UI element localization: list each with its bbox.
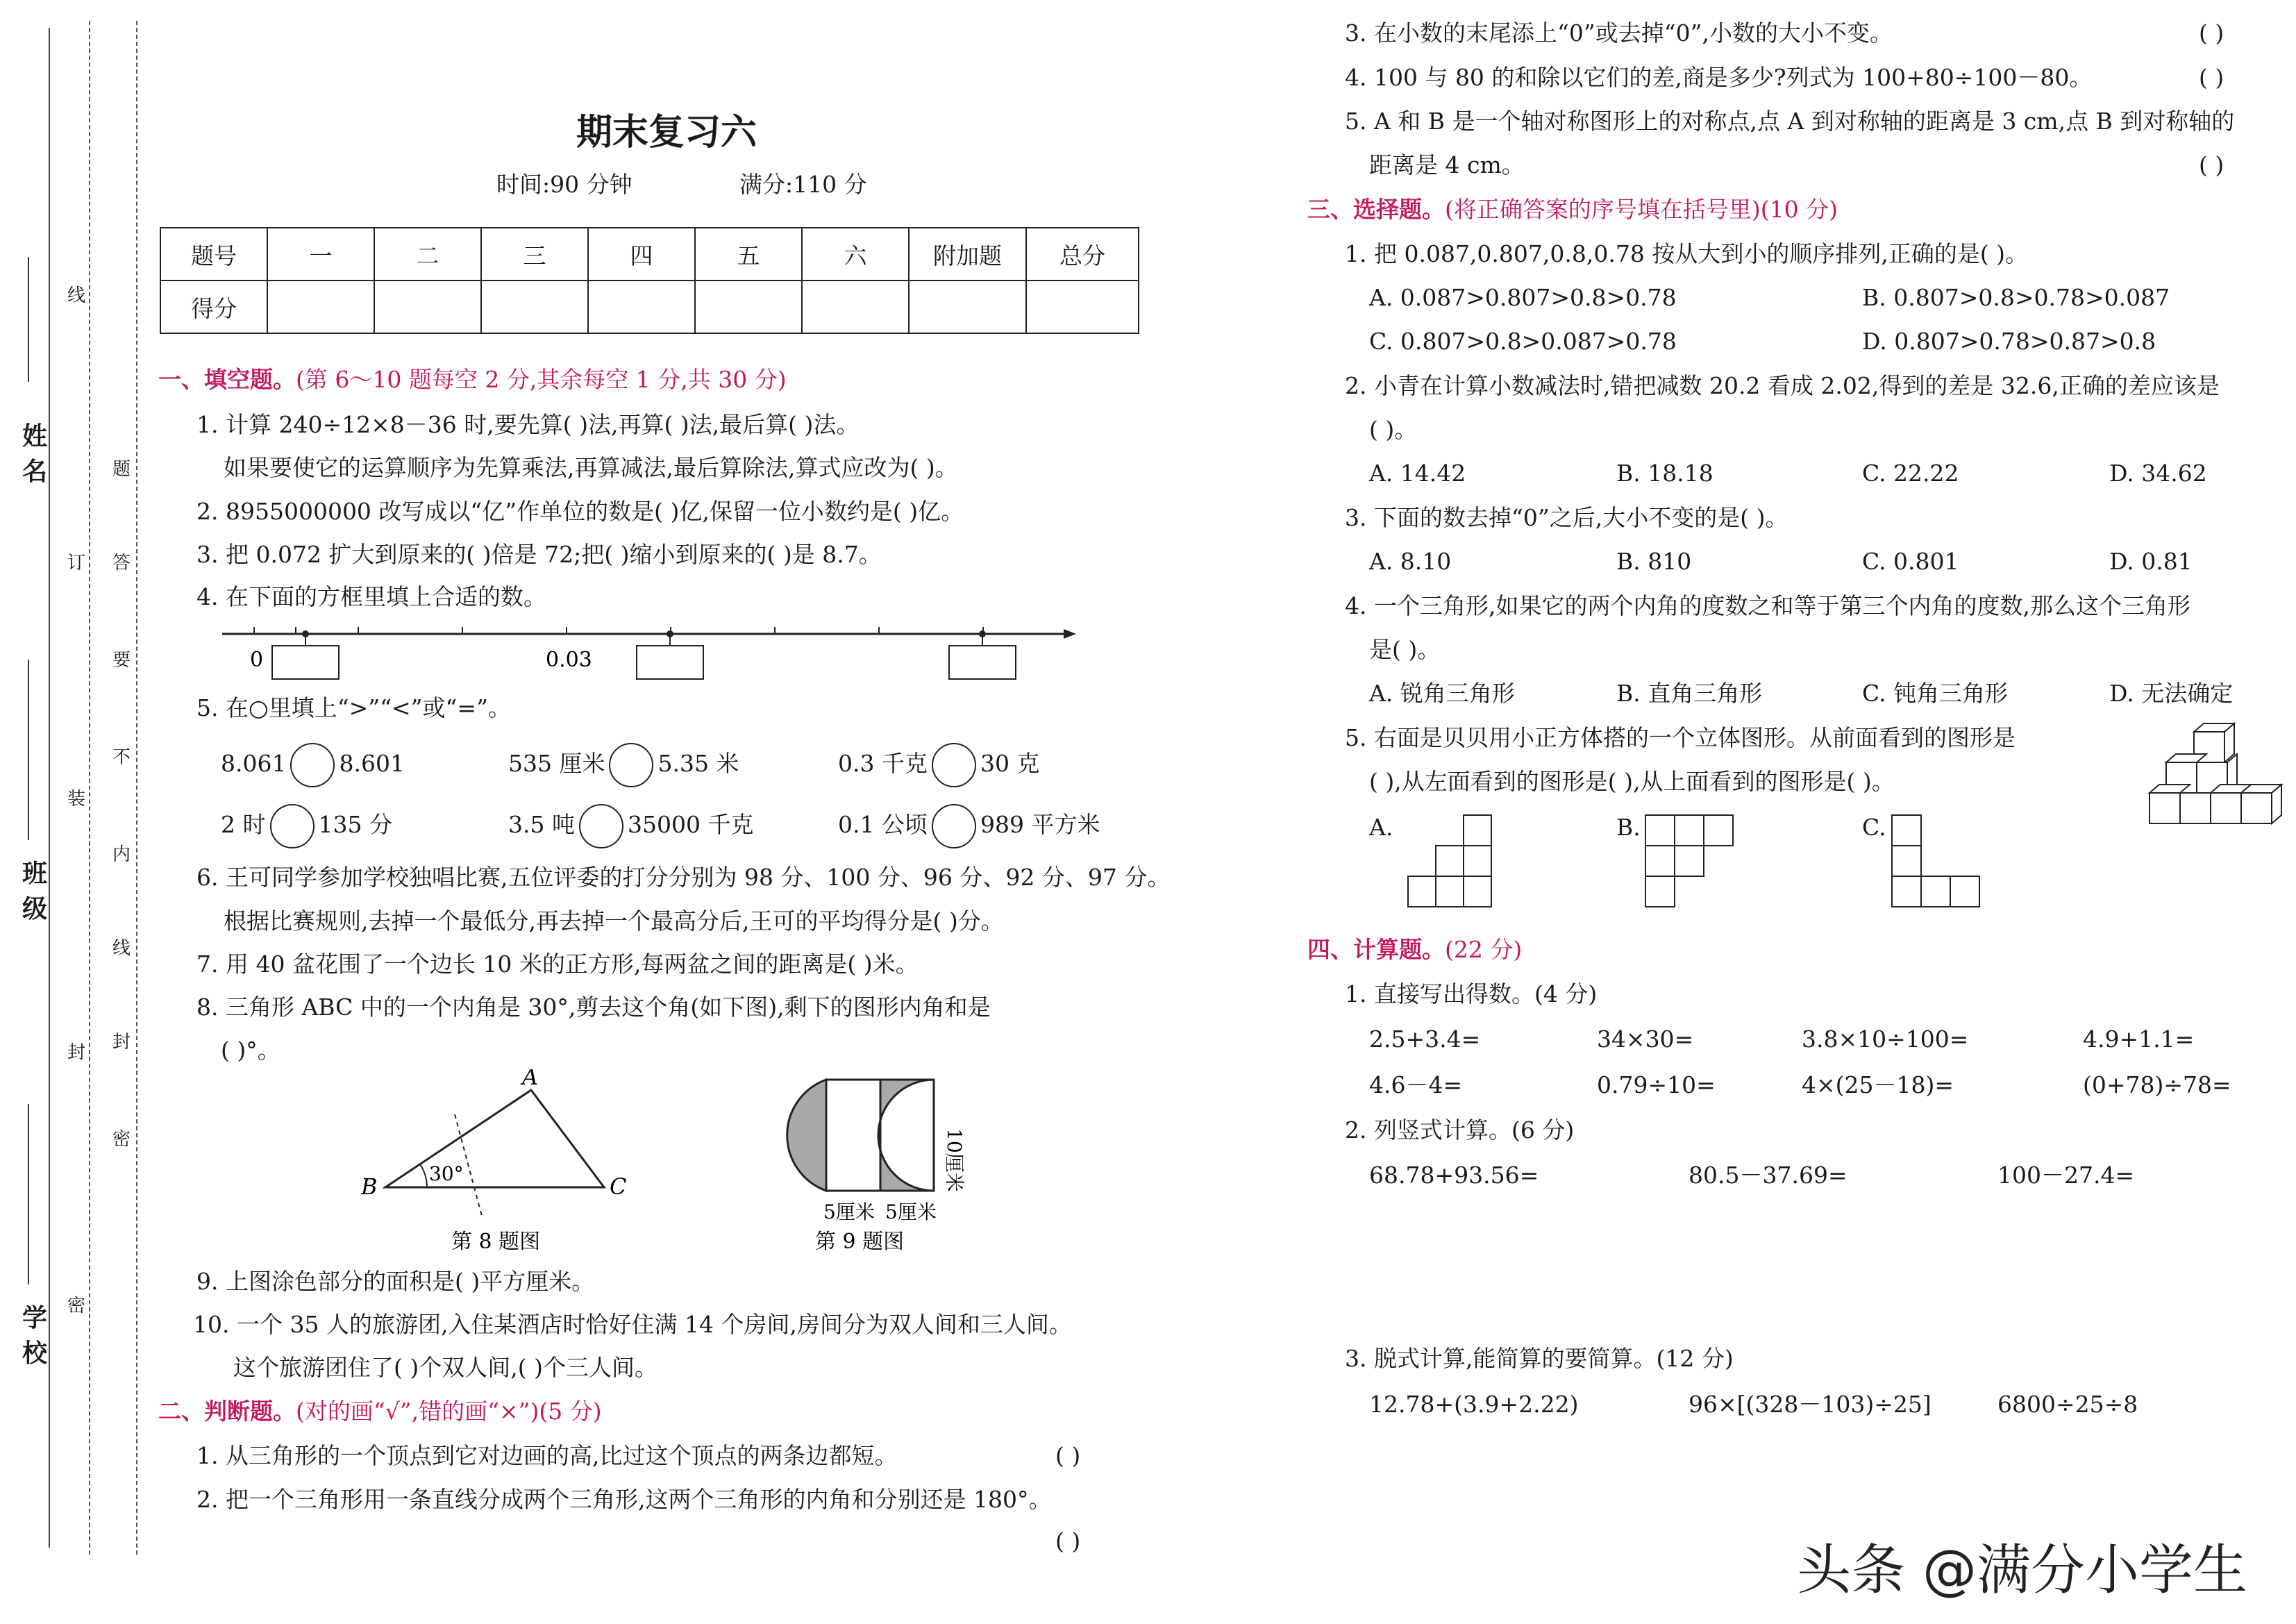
score-head-1: 一: [267, 228, 374, 281]
score-row-label: 得分: [160, 281, 267, 333]
seal-outer-xian: 线: [67, 285, 85, 306]
compare-left: 8.061: [221, 750, 287, 777]
q1-5: 5. 在○里填上“>”“<”或“=”。: [196, 694, 511, 721]
section-1-title: 一、填空题。: [158, 366, 296, 393]
figure-9-shape: [771, 1073, 993, 1260]
score-cell[interactable]: [1026, 281, 1139, 333]
q3-5-opt-c-grid[interactable]: [1888, 812, 1982, 910]
compare-item-1: [221, 743, 405, 787]
section-2-heading: [158, 1398, 602, 1425]
score-head-5: 五: [695, 228, 802, 281]
seal-nei: 内: [112, 844, 131, 865]
figure-8-triangle: [361, 1069, 653, 1264]
q3-5-opt-b-grid[interactable]: [1642, 812, 1736, 910]
seal-xian: 线: [112, 938, 131, 959]
exam-time: 时间:90 分钟: [496, 171, 632, 198]
section-3-heading: [1307, 196, 1838, 224]
score-cell[interactable]: [588, 281, 695, 333]
q3-2-opt-d[interactable]: D. 34.62: [2109, 460, 2207, 487]
figure-8-caption: 第 8 题图: [451, 1230, 541, 1254]
seal-outer-ding: 订: [67, 553, 85, 574]
q1-6a: 6. 王可同学参加学校独唱比赛,五位评委的打分分别为 98 分、100 分、96 分、92 分、97 分。: [196, 864, 1171, 891]
width-label-2: 5厘米: [885, 1200, 937, 1223]
q3-3-opt-b[interactable]: B. 810: [1616, 548, 1692, 575]
watermark: 头条 @满分小学生: [1797, 1539, 2247, 1602]
compare-left: 3.5 吨: [508, 811, 575, 838]
q3-4b: 是( )。: [1369, 636, 1441, 663]
q4-1-item-8: (0+78)÷78=: [2083, 1071, 2231, 1098]
q3-5-opt-b-label: B.: [1616, 814, 1641, 841]
section-4-note: (22 分): [1445, 936, 1523, 963]
angle-arc: [420, 1164, 427, 1187]
compare-right: 989 平方米: [980, 811, 1100, 838]
section-1-note: (第 6～10 题每空 2 分,其余每空 1 分,共 30 分): [296, 366, 787, 393]
name-label: 姓名: [22, 421, 47, 486]
q3-1-opt-a[interactable]: A. 0.087>0.807>0.8>0.78: [1369, 284, 1677, 311]
compare-right: 135 分: [318, 811, 392, 838]
name-underline: [28, 257, 29, 382]
compare-right: 30 克: [980, 750, 1040, 777]
score-cell[interactable]: [374, 281, 481, 333]
compare-left: 0.1 公顷: [838, 811, 928, 838]
figure-9-caption: 第 9 题图: [815, 1230, 905, 1254]
vertex-a: A: [522, 1069, 539, 1090]
section-1-heading: [158, 366, 787, 394]
q3-3: 3. 下面的数去掉“0”之后,大小不变的是( )。: [1345, 504, 1788, 531]
q3-4-opt-d[interactable]: D. 无法确定: [2109, 680, 2234, 707]
q2-3: 3. 在小数的末尾添上“0”或去掉“0”,小数的大小不变。: [1345, 19, 1893, 47]
q3-4-opt-b[interactable]: B. 直角三角形: [1616, 680, 1763, 707]
q3-2-opt-b[interactable]: B. 18.18: [1616, 460, 1713, 487]
seal-bu: 不: [112, 747, 131, 768]
q4-2: 2. 列竖式计算。(6 分): [1345, 1116, 1575, 1144]
q1-8b: ( )°。: [221, 1037, 280, 1064]
q3-1-opt-d[interactable]: D. 0.807>0.78>0.87>0.8: [1862, 328, 2156, 355]
page-title: 期末复习六: [576, 111, 757, 153]
score-head-2: 二: [374, 228, 481, 281]
section-4-title: 四、计算题。: [1307, 936, 1445, 963]
q4-1-item-7: 4×(25－18)=: [1802, 1071, 1954, 1098]
score-head-label: 题号: [160, 228, 267, 281]
q4-1-item-3: 3.8×10÷100=: [1802, 1026, 1969, 1053]
q4-3: 3. 脱式计算,能简算的要简算。(12 分): [1345, 1345, 1734, 1372]
school-underline: [28, 1104, 29, 1284]
q2-2: 2. 把一个三角形用一条直线分成两个三角形,这两个三角形的内角和分别还是 180°。: [196, 1486, 1052, 1513]
score-cell[interactable]: [802, 281, 909, 333]
school-label: 学校: [22, 1303, 47, 1368]
q4-1-item-5: 4.6－4=: [1369, 1071, 1463, 1098]
q1-4: 4. 在下面的方框里填上合适的数。: [196, 583, 546, 610]
q2-4: 4. 100 与 80 的和除以它们的差,商是多少?列式为 100+80÷100－80。: [1345, 64, 2093, 91]
q1-8a: 8. 三角形 ABC 中的一个内角是 30°,剪去这个角(如下图),剩下的图形内角和是: [196, 994, 991, 1021]
compare-circle[interactable]: [270, 804, 315, 848]
q2-5b: 距离是 4 cm。: [1369, 151, 1525, 178]
q3-3-opt-d[interactable]: D. 0.81: [2109, 548, 2193, 575]
q3-2b: ( )。: [1369, 416, 1418, 443]
q4-3-item-3: 6800÷25÷8: [1997, 1391, 2138, 1418]
section-2-title: 二、判断题。: [158, 1398, 296, 1425]
compare-item-3: [838, 743, 1039, 787]
cube-stack: [2150, 723, 2281, 823]
class-label: 班级: [22, 859, 47, 923]
height-label: 10厘米: [943, 1128, 966, 1192]
q1-6b: 根据比赛规则,去掉一个最低分,再去掉一个最高分后,王可的平均得分是( )分。: [224, 907, 1004, 935]
compare-item-4: [221, 804, 392, 848]
q3-4a: 4. 一个三角形,如果它的两个内角的度数之和等于第三个内角的度数,那么这个三角形: [1345, 592, 2190, 619]
section-2-note: (对的画“√”,错的画“×”)(5 分): [296, 1398, 602, 1425]
compare-item-5: [508, 804, 753, 848]
binding-line-mid: [89, 21, 90, 1555]
number-line-box-3[interactable]: [949, 646, 1016, 679]
number-line-label-003: 0.03: [546, 648, 592, 672]
section-3-note: (将正确答案的序号填在括号里)(10 分): [1445, 196, 1838, 223]
cube-stack-figure: [2145, 722, 2284, 854]
q3-3-opt-a[interactable]: A. 8.10: [1369, 548, 1452, 575]
binding-line-inner: [136, 21, 137, 1555]
q1-10b: 这个旅游团住了( )个双人间,( )个三人间。: [233, 1354, 657, 1381]
width-label-1: 5厘米: [823, 1200, 875, 1223]
q3-1-opt-b[interactable]: B. 0.807>0.8>0.78>0.087: [1862, 284, 2170, 311]
score-head-6: 六: [802, 228, 909, 281]
q4-1-item-1: 2.5+3.4=: [1369, 1026, 1481, 1053]
triangle-abc: [385, 1090, 604, 1187]
q2-1-answer[interactable]: ( ): [1055, 1442, 1081, 1469]
q3-5a: 5. 右面是贝贝用小正方体搭的一个立体图形。从前面看到的图形是: [1345, 724, 2016, 751]
seal-yao: 要: [112, 650, 131, 671]
q3-3-opt-c[interactable]: C. 0.801: [1862, 548, 1959, 575]
q1-10a: 10. 一个 35 人的旅游团,入住某酒店时恰好住满 14 个房间,房间分为双人间和三人间。: [193, 1311, 1072, 1338]
q4-1-item-4: 4.9+1.1=: [2083, 1026, 2195, 1053]
score-head-3: 三: [481, 228, 588, 281]
q4-1-item-2: 34×30=: [1597, 1026, 1694, 1053]
q3-1-opt-c[interactable]: C. 0.807>0.8>0.087>0.78: [1369, 328, 1677, 355]
compare-right: 5.35 米: [657, 750, 739, 777]
q2-3-answer[interactable]: ( ): [2199, 19, 2224, 47]
compare-left: 0.3 千克: [838, 750, 928, 777]
compare-item-6: [838, 804, 1100, 848]
q2-5a: 5. A 和 B 是一个轴对称图形上的对称点,点 A 到对称轴的距离是 3 cm,点 B 到对称轴的: [1345, 108, 2235, 135]
compare-circle[interactable]: [290, 743, 335, 787]
q3-2-opt-a[interactable]: A. 14.42: [1369, 460, 1466, 487]
compare-circle[interactable]: [609, 743, 653, 787]
q3-5-opt-c-label: C.: [1862, 814, 1886, 841]
compare-circle[interactable]: [932, 743, 976, 787]
seal-ti: 题: [112, 459, 131, 480]
q3-4-opt-c[interactable]: C. 钝角三角形: [1862, 680, 2009, 707]
q3-2-opt-c[interactable]: C. 22.22: [1862, 460, 1959, 487]
number-line-box-1[interactable]: [272, 646, 339, 679]
compare-right: 35000 千克: [627, 811, 754, 838]
seal-outer-zhuang: 装: [67, 789, 85, 810]
compare-item-2: [508, 743, 739, 787]
class-underline: [28, 660, 29, 840]
score-cell[interactable]: [481, 281, 588, 333]
q2-2-answer[interactable]: ( ): [1055, 1527, 1081, 1555]
q3-5-opt-a-label: A.: [1369, 814, 1393, 841]
q3-5-opt-a-grid[interactable]: [1401, 812, 1495, 910]
q3-1: 1. 把 0.087,0.807,0.8,0.78 按从大到小的顺序排列,正确的是( )。: [1345, 240, 2029, 267]
q3-5b: ( ),从左面看到的图形是( ),从上面看到的图形是( )。: [1369, 768, 1895, 795]
q2-4-answer[interactable]: ( ): [2199, 64, 2224, 91]
angle-label: 30°: [429, 1162, 464, 1185]
number-line: [215, 614, 1083, 691]
compare-right: 8.601: [339, 750, 405, 777]
number-line-label-0: 0: [250, 648, 264, 672]
q1-2: 2. 8955000000 改写成以“亿”作单位的数是( )亿,保留一位小数约是( )亿。: [196, 498, 964, 525]
score-head-4: 四: [588, 228, 695, 281]
q1-7: 7. 用 40 盆花围了一个边长 10 米的正方形,每两盆之间的距离是( )米。: [196, 951, 919, 978]
seal-outer-mi: 密: [67, 1296, 85, 1316]
q3-4-opt-a[interactable]: A. 锐角三角形: [1369, 680, 1515, 707]
q4-3-item-1: 12.78+(3.9+2.22): [1369, 1391, 1579, 1418]
q2-5-answer[interactable]: ( ): [2199, 151, 2224, 178]
q4-1: 1. 直接写出得数。(4 分): [1345, 980, 1598, 1007]
q4-2-item-3: 100－27.4=: [1997, 1162, 2135, 1189]
left-semicircle-shaded: [787, 1080, 826, 1191]
compare-circle[interactable]: [579, 804, 623, 848]
score-cell[interactable]: [267, 281, 374, 333]
score-head-extra: 附加题: [909, 228, 1026, 281]
q1-1a: 1. 计算 240÷12×8－36 时,要先算( )法,再算( )法,最后算( )法。: [196, 411, 860, 438]
q4-2-item-2: 80.5－37.69=: [1689, 1162, 1847, 1189]
score-cell[interactable]: [909, 281, 1026, 333]
q4-1-item-6: 0.79÷10=: [1597, 1071, 1716, 1098]
q4-2-item-1: 68.78+93.56=: [1369, 1162, 1539, 1189]
q1-1b: 如果要使它的运算顺序为先算乘法,再算减法,最后算除法,算式应改为( )。: [224, 454, 958, 481]
seal-mi: 密: [112, 1129, 131, 1150]
full-score: 满分:110 分: [739, 171, 867, 198]
vertex-c: C: [610, 1173, 627, 1200]
score-table: [160, 227, 1139, 334]
score-head-total: 总分: [1026, 228, 1139, 281]
q2-1: 1. 从三角形的一个顶点到它对边画的高,比过这个顶点的两条边都短。: [196, 1442, 898, 1469]
seal-da: 答: [112, 553, 131, 574]
section-4-heading: [1307, 936, 1522, 964]
seal-outer-feng: 封: [67, 1042, 85, 1063]
q1-3: 3. 把 0.072 扩大到原来的( )倍是 72;把( )缩小到原来的( )是 8.7。: [196, 541, 882, 568]
score-cell[interactable]: [695, 281, 802, 333]
number-line-box-2[interactable]: [637, 646, 703, 679]
binding-line-outer: [49, 28, 50, 1548]
compare-circle[interactable]: [932, 804, 976, 848]
compare-left: 2 时: [221, 811, 266, 838]
q3-2a: 2. 小青在计算小数减法时,错把减数 20.2 看成 2.02,得到的差是 32.6,正确的差应该是: [1345, 372, 2220, 399]
section-3-title: 三、选择题。: [1307, 196, 1445, 223]
compare-left: 535 厘米: [508, 750, 605, 777]
number-line-arrow: [1064, 629, 1076, 639]
vertex-b: B: [361, 1173, 378, 1200]
q1-9: 9. 上图涂色部分的面积是( )平方厘米。: [196, 1268, 595, 1295]
q4-3-item-2: 96×[(328－103)÷25]: [1689, 1391, 1932, 1418]
seal-feng: 封: [112, 1032, 131, 1053]
